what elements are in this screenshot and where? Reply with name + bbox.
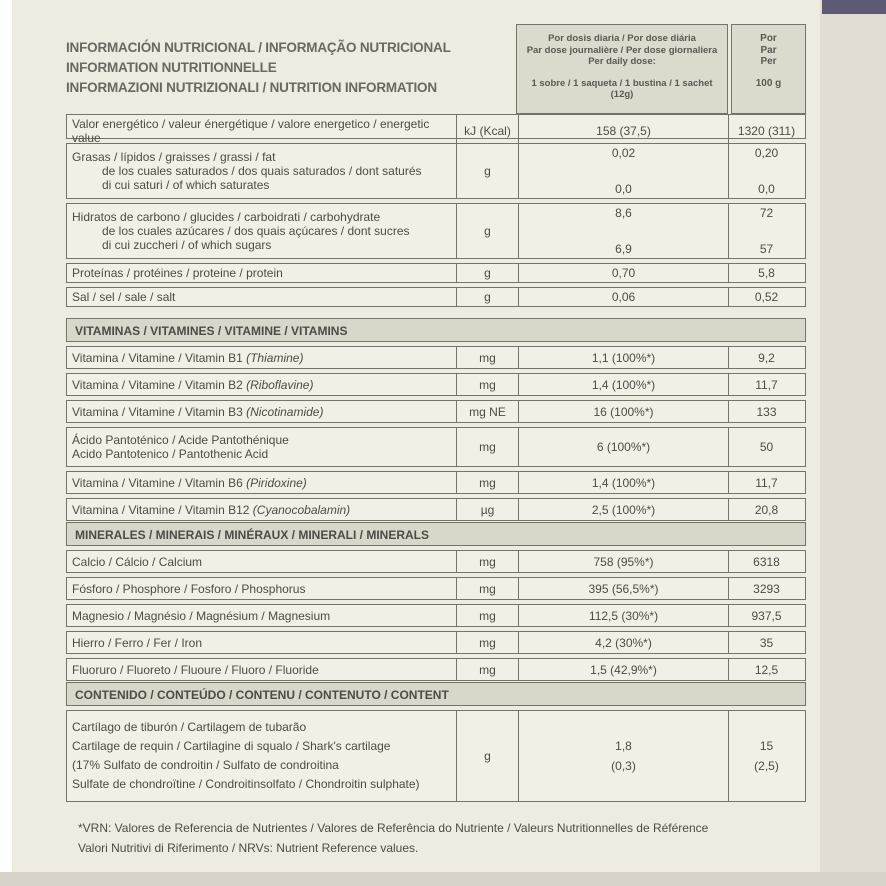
header-line: Por — [760, 33, 777, 44]
dose-value: 8,6 6,9 — [519, 204, 729, 258]
per100-value: 5,8 — [758, 266, 775, 280]
header-line: 1 sobre / 1 saqueta / 1 bustina / 1 sachet — [531, 77, 713, 89]
nutrient-label: Vitamina / Vitamine / Vitamin B1 (Thiamine) — [67, 347, 457, 368]
unit: mg — [457, 605, 519, 626]
dose-value: 1,8 (0,3) — [519, 711, 729, 801]
dose-value: 112,5 (30%*) — [519, 605, 729, 626]
per100-value: 1320 (311) — [737, 124, 796, 138]
per100-value: 50 — [759, 440, 774, 454]
nutrient-label: Hierro / Ferro / Fer / Iron — [67, 632, 457, 653]
table-row — [66, 400, 806, 423]
dose-value: 758 (95%*) — [519, 551, 729, 572]
unit: g — [457, 144, 519, 198]
nutrition-title — [66, 38, 506, 98]
per100-value: 15 (2,5) — [754, 739, 779, 773]
per100-value: 9,2 — [758, 350, 775, 365]
nutrient-label: Vitamina / Vitamine / Vitamin B2 (Riboflavine) — [67, 374, 457, 395]
nutrient-label: Fluoruro / Fluoreto / Fluoure / Fluoro / Fluoride — [67, 659, 457, 680]
per100-value: 0,52 — [754, 290, 779, 304]
unit: kJ (Kcal) — [457, 115, 519, 147]
unit: mg — [457, 632, 519, 653]
dose-value: 1,1 (100%*) — [519, 347, 729, 368]
per100-value: 12,5 — [754, 662, 779, 677]
unit: mg — [457, 578, 519, 599]
table-row — [66, 346, 806, 369]
nutrient-label: Vitamina / Vitamine / Vitamin B3 (Nicotinamide) — [67, 401, 457, 422]
table-row — [66, 203, 806, 259]
table-row — [66, 631, 806, 654]
unit: mg — [457, 659, 519, 680]
per100-value: 11,7 — [755, 475, 778, 490]
table-row — [66, 263, 806, 283]
per100-value: 0,20 0,0 — [754, 146, 779, 196]
dose-value: 0,06 — [519, 288, 729, 306]
package-edge-top — [822, 0, 886, 14]
nutrient-label: Proteínas / protéines / proteine / protein — [67, 264, 457, 282]
unit: mg — [457, 472, 519, 493]
table-row — [66, 498, 806, 521]
footnote-line: Valori Nutritivi di Riferimento / NRVs: Nutrient Reference values. — [78, 841, 419, 855]
dose-value: 16 (100%*) — [519, 401, 729, 422]
per100-value: 11,7 — [755, 377, 778, 392]
table-row — [66, 373, 806, 396]
nutrient-label: Hidratos de carbono / glucides / carboidrati / carbohydrate de los cuales azúcares / dos quais açúcares / dont sucres di cui zuccheri / of which sugars — [67, 204, 457, 258]
nutrient-label: Grasas / lípidos / graisses / grassi / fat de los cuales saturados / dos quais saturados / dont saturés di cui saturi / of which saturates — [67, 144, 457, 198]
unit: g — [457, 264, 519, 282]
dose-value: 395 (56,5%*) — [519, 578, 729, 599]
nutrient-label: Ácido Pantoténico / Acide Pantothénique Acido Pantotenico / Pantothenic Acid — [67, 428, 457, 466]
header-line: Per — [760, 56, 777, 67]
dose-value: 1,5 (42,9%*) — [519, 659, 729, 680]
title-line: INFORMATION NUTRITIONNELLE — [66, 60, 277, 75]
table-row — [66, 604, 806, 627]
nutrient-label: Vitamina / Vitamine / Vitamin B6 (Piridoxine) — [67, 472, 457, 493]
title-line: INFORMACIÓN NUTRICIONAL / INFORMAÇÃO NUTRICIONAL — [66, 40, 451, 55]
package-edge — [820, 0, 886, 886]
unit: g — [457, 288, 519, 306]
footnote — [78, 818, 818, 858]
table-row — [66, 143, 806, 199]
header-line: Por dosis diaria / Por dose diária — [548, 33, 696, 44]
table-row — [66, 658, 806, 681]
minerals-table — [66, 522, 806, 685]
dose-value: 0,02 0,0 — [519, 144, 729, 198]
content-heading: CONTENIDO / CONTEÚDO / CONTENU / CONTENUTO / CONTENT — [66, 682, 806, 706]
content-label: Cartílago de tiburón / Cartilagem de tubarão Cartilage de requin / Cartilagine di squalo / Shark's cartilage (17% Sulfato de condroitin / Sulfato de condroitina Sulfate de chondroïtine / Condroitinsolfato / Chondroitin sulphate) — [67, 711, 457, 801]
table-row — [66, 427, 806, 467]
dose-value: 6 (100%*) — [519, 428, 729, 466]
unit: mg — [457, 551, 519, 572]
table-row — [66, 710, 806, 802]
nutrient-label: Calcio / Cálcio / Calcium — [67, 551, 457, 572]
nutrient-label: Vitamina / Vitamine / Vitamin B12 (Cyanocobalamin) — [67, 499, 457, 520]
nutrition-table — [66, 114, 806, 311]
per100-value: 6318 — [753, 554, 780, 569]
footnote-line: *VRN: Valores de Referencia de Nutrientes / Valores de Referência do Nutriente / Valeurs Nutritionnelles de Référence — [78, 821, 709, 835]
nutrient-label: Valor energético / valeur énergétique / valore energetico / energetic value — [67, 115, 457, 147]
vitamins-heading: VITAMINAS / VITAMINES / VITAMINE / VITAMINS — [66, 318, 806, 342]
header-line: 100 g — [755, 77, 782, 89]
per100-value: 72 57 — [759, 206, 774, 256]
daily-dose-header — [516, 24, 728, 114]
nutrient-label: Magnesio / Magnésio / Magnésium / Magnesium — [67, 605, 457, 626]
unit: mg — [457, 428, 519, 466]
per100-value: 133 — [756, 404, 777, 419]
content-table — [66, 682, 806, 806]
unit: mg NE — [457, 401, 519, 422]
table-row — [66, 114, 806, 145]
dose-value: 2,5 (100%*) — [519, 499, 729, 520]
unit: mg — [457, 347, 519, 368]
package-edge-bottom — [0, 872, 886, 886]
dose-value: 4,2 (30%*) — [519, 632, 729, 653]
per100-value: 35 — [759, 635, 774, 650]
unit: µg — [457, 499, 519, 520]
table-row — [66, 577, 806, 600]
dose-value: 1,4 (100%*) — [519, 472, 729, 493]
unit: g — [457, 204, 519, 258]
per-100g-header — [731, 24, 806, 114]
table-row — [66, 550, 806, 573]
header-line: Par — [760, 44, 777, 56]
unit: mg — [457, 374, 519, 395]
per100-value: 937,5 — [751, 608, 782, 623]
header-line: Par dose journalière / Per dose giornaliera — [526, 44, 718, 56]
nutrient-label: Sal / sel / sale / salt — [67, 288, 457, 306]
header-line: (12g) — [610, 89, 634, 100]
header-line: Per daily dose: — [588, 56, 656, 67]
dose-value: 158 (37,5) — [519, 115, 729, 147]
per100-value: 20,8 — [754, 502, 779, 517]
dose-value: 1,4 (100%*) — [519, 374, 729, 395]
dose-value: 0,70 — [519, 264, 729, 282]
unit: g — [457, 711, 519, 801]
table-row — [66, 287, 806, 307]
nutrient-label: Fósforo / Phosphore / Fosforo / Phosphorus — [67, 578, 457, 599]
per100-value: 3293 — [753, 581, 780, 596]
table-row — [66, 471, 806, 494]
minerals-heading: MINERALES / MINERAIS / MINÉRAUX / MINERALI / MINERALS — [66, 522, 806, 546]
vitamins-table — [66, 318, 806, 525]
title-line: INFORMAZIONI NUTRIZIONALI / NUTRITION INFORMATION — [66, 80, 437, 95]
